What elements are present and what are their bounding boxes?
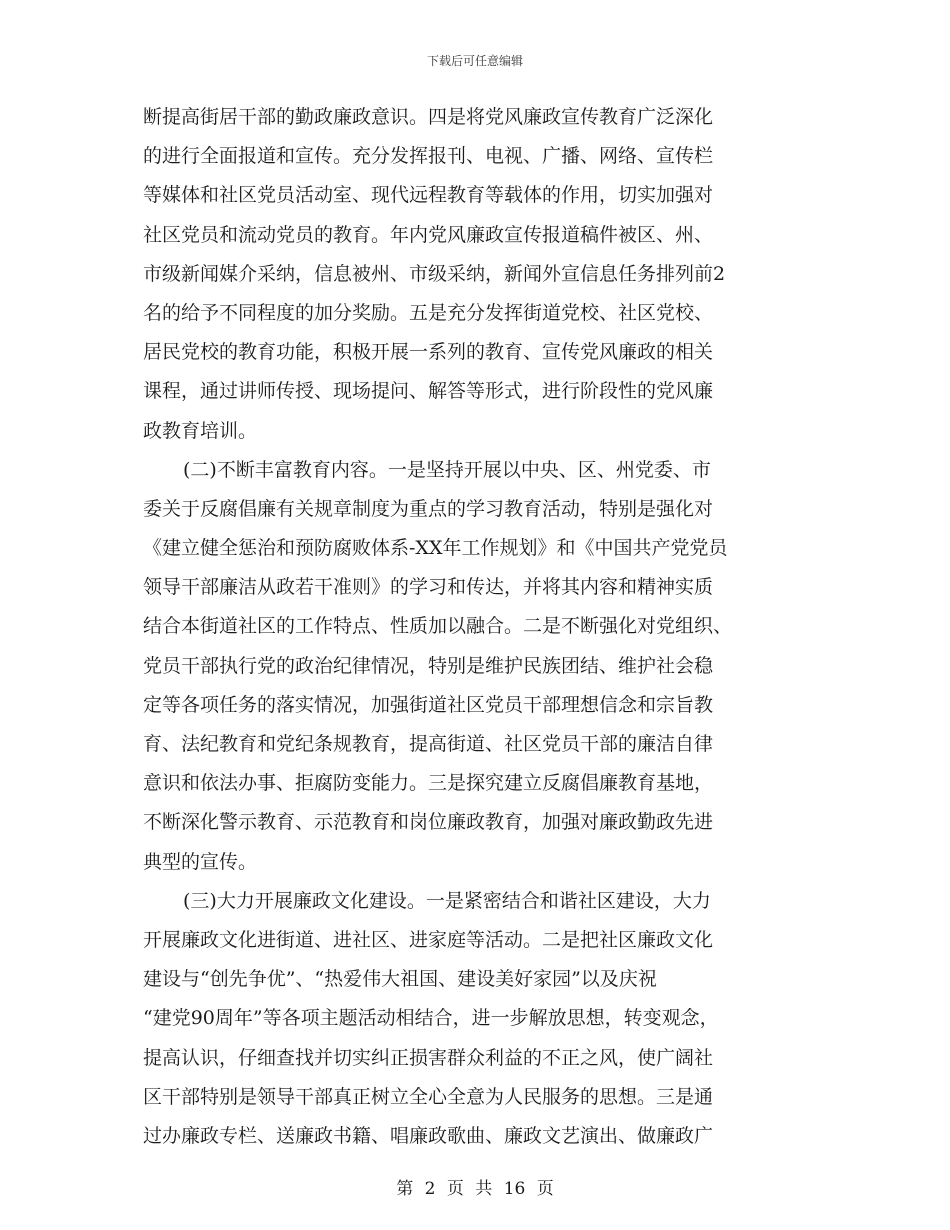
page-number-footer: 第 2 页 共 16 页 <box>396 1179 554 1199</box>
text-line: 意识和依法办事、拒腐防变能力。三是探究建立反腐倡廉教育基地， <box>143 772 714 795</box>
text-line: 区干部特别是领导干部真正树立全心全意为人民服务的思想。三是通 <box>143 1085 714 1108</box>
text-line: (二)不断丰富教育内容。一是坚持开展以中央、区、州党委、市 <box>183 458 711 481</box>
text-line: “建党90周年”等各项主题活动相结合，进一步解放思想，转变观念， <box>143 1007 719 1030</box>
text-line: 育、法纪教育和党纪条规教育，提高街道、社区党员干部的廉洁自律 <box>143 733 714 755</box>
text-line: 开展廉政文化进街道、进社区、进家庭等活动。二是把社区廉政文化 <box>143 928 714 951</box>
text-line: 建设与“创先争优”、“热爱伟大祖国、建设美好家园”以及庆祝 <box>143 968 657 991</box>
text-line: 定等各项任务的落实情况，加强街道社区党员干部理想信念和宗旨教 <box>143 693 714 716</box>
page-header-note: 下载后可任意编辑 <box>426 54 523 68</box>
text-line: 等媒体和社区党员活动室、现代远程教育等载体的作用，切实加强对 <box>143 184 714 207</box>
text-line: (三)大力开展廉政文化建设。一是紧密结合和谐社区建设，大力 <box>183 889 711 912</box>
text-line: 《建立健全惩治和预防腐败体系-XX年工作规划》和《中国共产党党员 <box>143 537 728 560</box>
text-line: 党员干部执行党的政治纪律情况，特别是维护民族团结、维护社会稳 <box>143 654 714 677</box>
text-line: 社区党员和流动党员的教育。年内党风廉政宣传报道稿件被区、州、 <box>143 223 714 246</box>
text-line: 名的给予不同程度的加分奖励。五是充分发挥街道党校、社区党校、 <box>143 301 714 324</box>
text-line: 委关于反腐倡廉有关规章制度为重点的学习教育活动，特别是强化对 <box>143 497 714 520</box>
document-body <box>143 98 815 1156</box>
text-line: 市级新闻媒介采纳，信息被州、市级采纳，新闻外宣信息任务排列前2 <box>143 262 726 285</box>
text-line: 领导干部廉洁从政若干准则》的学习和传达，并将其内容和精神实质 <box>143 576 714 599</box>
text-line: 典型的宣传。 <box>143 850 258 873</box>
text-line: 断提高街居干部的勤政廉政意识。四是将党风廉政宣传教育广泛深化 <box>143 106 714 128</box>
text-line: 政教育培训。 <box>143 419 258 442</box>
text-line: 居民党校的教育功能，积极开展一系列的教育、宣传党风廉政的相关 <box>143 341 714 364</box>
text-line: 过办廉政专栏、送廉政书籍、唱廉政歌曲、廉政文艺演出、做廉政广 <box>143 1124 714 1147</box>
text-line: 结合本街道社区的工作特点、性质加以融合。二是不断强化对党组织、 <box>143 615 733 638</box>
text-line: 提高认识，仔细查找并切实纠正损害群众利益的不正之风，使广阔社 <box>143 1046 714 1069</box>
text-line: 不断深化警示教育、示范教育和岗位廉政教育，加强对廉政勤政先进 <box>143 811 714 834</box>
text-line: 的进行全面报道和宣传。充分发挥报刊、电视、广播、网络、宣传栏 <box>143 145 714 168</box>
text-line: 课程，通过讲师传授、现场提问、解答等形式，进行阶段性的党风廉 <box>143 380 714 403</box>
